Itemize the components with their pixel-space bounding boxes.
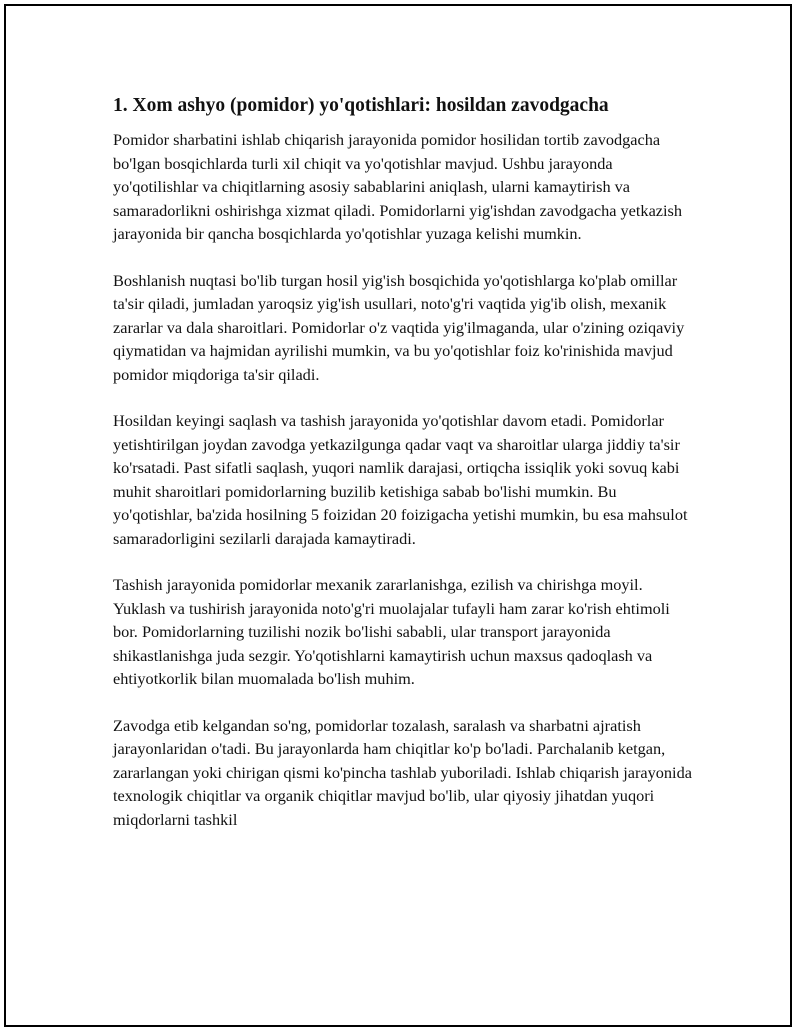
paragraph-storage: Hosildan keyingi saqlash va tashish jarayonida yo'qotishlar davom etadi. Pomidorlar yetishtirilgan joydan zavodga yetkazilgunga qadar vaqt va sharoitlar ularga jiddiy ta'sir ko'rsatadi. Past sifatli saqlash, yuqori namlik darajasi, ortiqcha issiqlik yoki sovuq kabi muhit sharoitlari pomidorlarning buzilib ketishiga sabab bo'lishi mumkin. Bu yo'qotishlar, ba'zida hosilning 5 foizidan 20 foizigacha yetishi mumkin, bu esa mahsulot samaradorligini sezilarli darajada kamaytiradi. xyxy=(113,411,688,548)
section-title: 1. Xom ashyo (pomidor) yo'qotishlari: hosildan zavodgacha xyxy=(113,95,609,116)
document-body xyxy=(113,92,693,854)
paragraph-intro: Pomidor sharbatini ishlab chiqarish jarayonida pomidor hosilidan tortib zavodgacha bo'lgan bosqichlarda turli xil chiqit va yo'qotishlar mavjud. Ushbu jarayonda yo'qotilishlar va chiqitlarning asosiy sabablarini aniqlash, ularni kamaytirish va samaradorlikni oshirishga xizmat qiladi. Pomidorlarni yig'ishdan zavodgacha yetkazish jarayonida bir qancha bosqichlarda yo'qotishlar yuzaga kelishi mumkin. xyxy=(113,130,683,243)
paragraph-harvest: Boshlanish nuqtasi bo'lib turgan hosil yig'ish bosqichida yo'qotishlarga ko'plab omillar ta'sir qiladi, jumladan yaroqsiz yig'ish usullari, noto'g'ri vaqtida yig'ib olish, mexanik zararlar va dala sharoitlari. Pomidorlar o'z vaqtida yig'ilmaganda, ular o'zining oziqaviy qiymatidan va hajmidan ayrilishi mumkin, va bu yo'qotishlar foiz ko'rinishida mavjud pomidor miqdoriga ta'sir qiladi. xyxy=(113,270,685,384)
paragraph-transport: Tashish jarayonida pomidorlar mexanik zararlanishga, ezilish va chirishga moyil. Yuklash va tushirish jarayonida noto'g'ri muolajalar tufayli ham zarar ko'rish ehtimoli bor. Pomidorlarning tuzilishi nozik bo'lishi sababli, ular transport jarayonida shikastlanishga juda sezgir. Yo'qotishlarni kamaytirish uchun maxsus qadoqlash va ehtiyotkorlik bilan muomalada bo'lish muhim. xyxy=(113,575,670,688)
paragraph-factory: Zavodga etib kelgandan so'ng, pomidorlar tozalash, saralash va sharbatni ajratish jarayonlaridan o'tadi. Bu jarayonlarda ham chiqitlar ko'p bo'ladi. Parchalanib ketgan, zararlangan yoki chirigan qismi ko'pincha tashlab yuboriladi. Ishlab chiqarish jarayonida texnologik chiqitlar va organik chiqitlar mavjud bo'lib, ular qiyosiy jihatdan yuqori miqdorlarni tashkil xyxy=(113,715,692,829)
